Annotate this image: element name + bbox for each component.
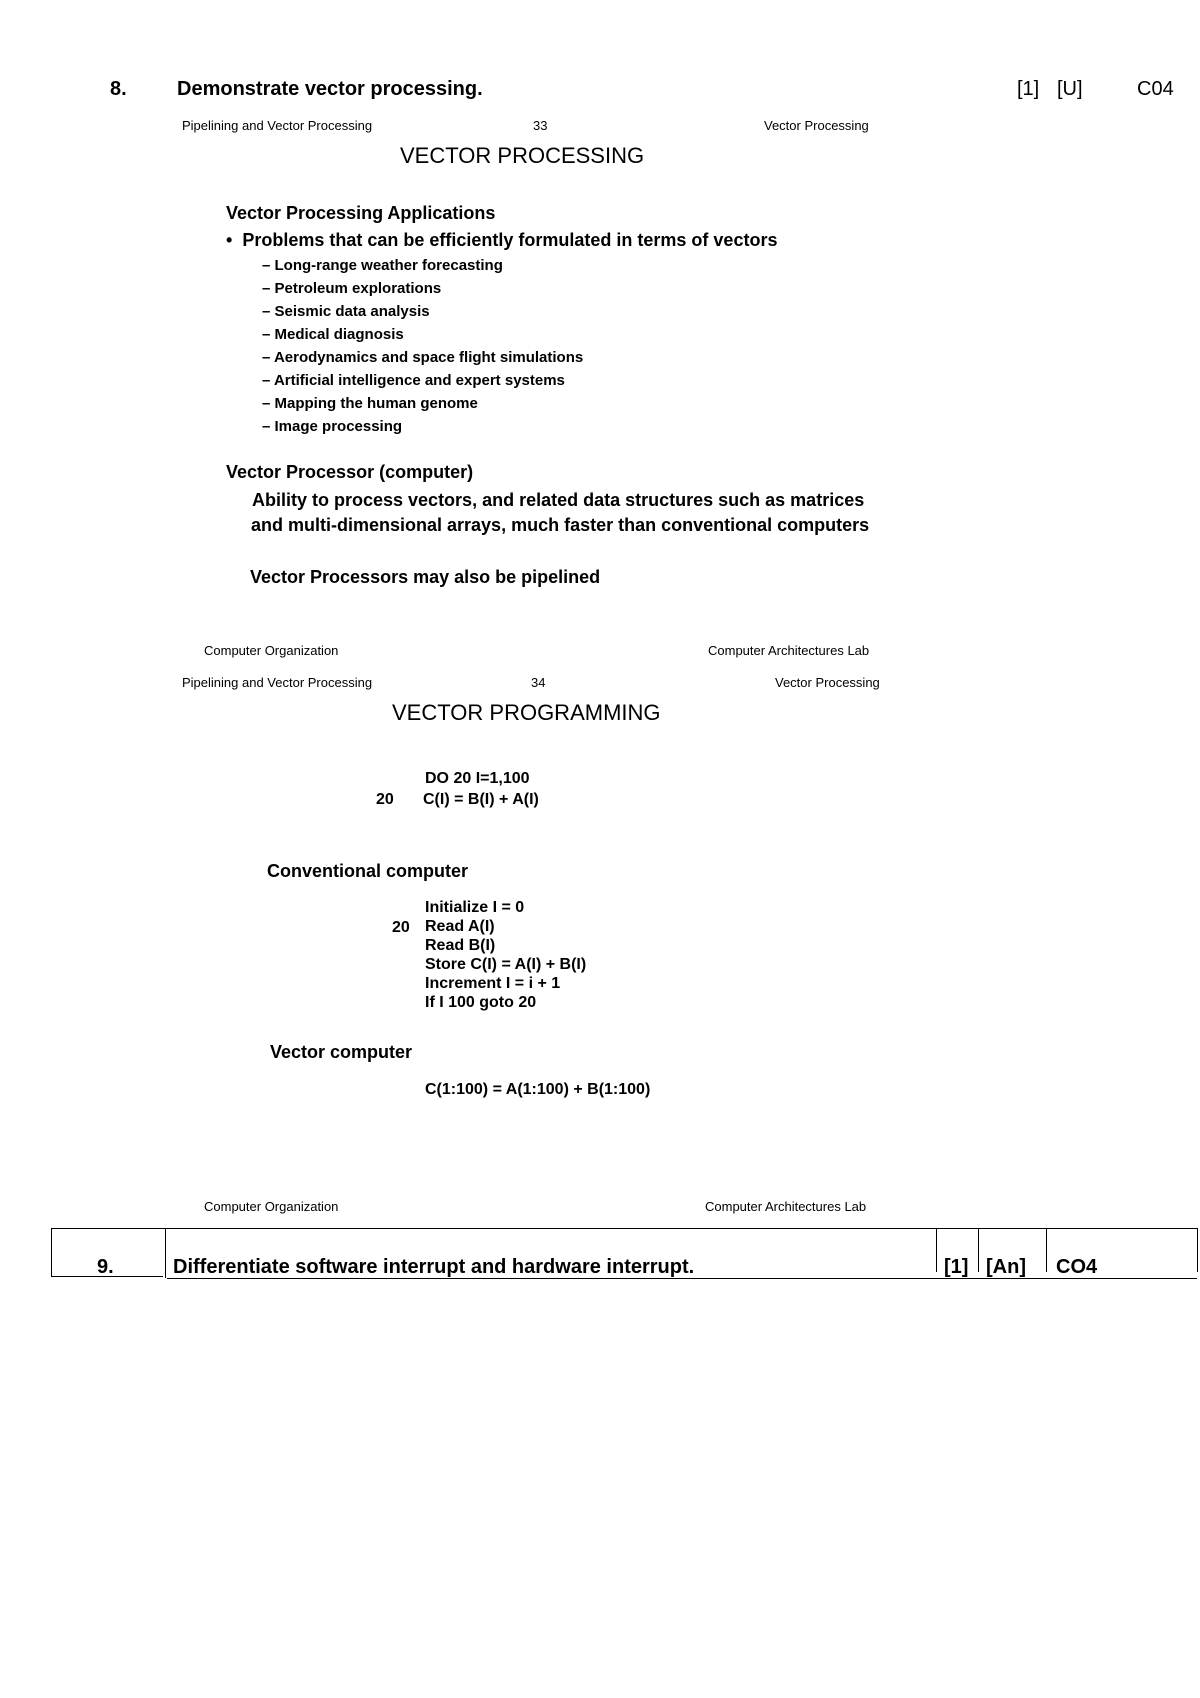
question-9-co: CO4 [1056,1256,1098,1278]
table-cell-border [165,1228,166,1278]
slide-title: VECTOR PROGRAMMING [392,700,661,725]
slide-header-right: Vector Processing [775,675,880,690]
question-8-marks: [1] [1017,78,1040,100]
conventional-heading: Conventional computer [267,861,469,881]
vector-statement: C(1:100) = A(1:100) + B(1:100) [425,1081,651,1098]
slide-footer-right: Computer Architectures Lab [708,643,870,658]
question-9-level: [An] [986,1256,1026,1278]
processor-description-line: and multi-dimensional arrays, much faster than conventional computers [251,515,870,535]
list-item: – Petroleum explorations [262,280,442,297]
conventional-line: Read A(I) [425,918,495,935]
conventional-line: Store C(I) = A(I) + B(I) [425,956,587,973]
conventional-line: Read B(I) [425,937,496,954]
processor-heading: Vector Processor (computer) [226,462,474,482]
do-loop-line: DO 20 I=1,100 [425,770,530,787]
do-loop-statement: C(I) = B(I) + A(I) [423,791,539,808]
list-item: – Artificial intelligence and expert systems [262,372,565,389]
list-item: – Seismic data analysis [262,303,430,320]
slide-header-right: Vector Processing [764,118,869,133]
question-9-number: 9. [97,1256,114,1278]
table-cell-border [936,1228,937,1272]
do-loop-label: 20 [376,791,394,808]
applications-heading: Vector Processing Applications [226,203,496,223]
slide-header-number: 33 [533,118,548,133]
vector-computer-heading: Vector computer [270,1042,413,1062]
conventional-line: Increment I = i + 1 [425,975,561,992]
pipelined-note: Vector Processors may also be pipelined [250,567,601,587]
table-cell-border [51,1228,52,1276]
slide-title: VECTOR PROCESSING [400,143,645,168]
question-9-text: Differentiate software interrupt and hardware interrupt. [173,1256,695,1278]
list-item: – Aerodynamics and space flight simulations [262,349,584,366]
slide-header-left: Pipelining and Vector Processing [182,118,373,133]
conventional-line: If I 100 goto 20 [425,994,537,1011]
slide-footer-left: Computer Organization [204,1199,339,1214]
question-8-co: C04 [1137,78,1174,100]
conventional-label: 20 [392,919,410,936]
processor-description-line: Ability to process vectors, and related data structures such as matrices [252,490,865,510]
table-cell-border [978,1228,979,1272]
question-9-marks: [1] [944,1256,969,1278]
table-cell-border [1197,1228,1198,1272]
table-top-border [51,1228,1197,1229]
list-item: – Medical diagnosis [262,326,404,343]
slide-header-number: 34 [531,675,546,690]
table-cell-border [1046,1228,1047,1272]
question-8-text: Demonstrate vector processing. [177,78,483,100]
applications-bullet [226,230,777,251]
slide-footer-left: Computer Organization [204,643,339,658]
conventional-line: Initialize I = 0 [425,899,525,916]
list-item: – Mapping the human genome [262,395,478,412]
slide-header-left: Pipelining and Vector Processing [182,675,373,690]
question-8-level: [U] [1057,78,1083,100]
slide-footer-right: Computer Architectures Lab [705,1199,867,1214]
list-item: – Long-range weather forecasting [262,257,503,274]
bullet-icon: • [226,230,233,250]
bullet-text: Problems that can be efficiently formulated in terms of vectors [242,230,778,250]
list-item: – Image processing [262,418,403,435]
question-8-number: 8. [110,78,127,100]
